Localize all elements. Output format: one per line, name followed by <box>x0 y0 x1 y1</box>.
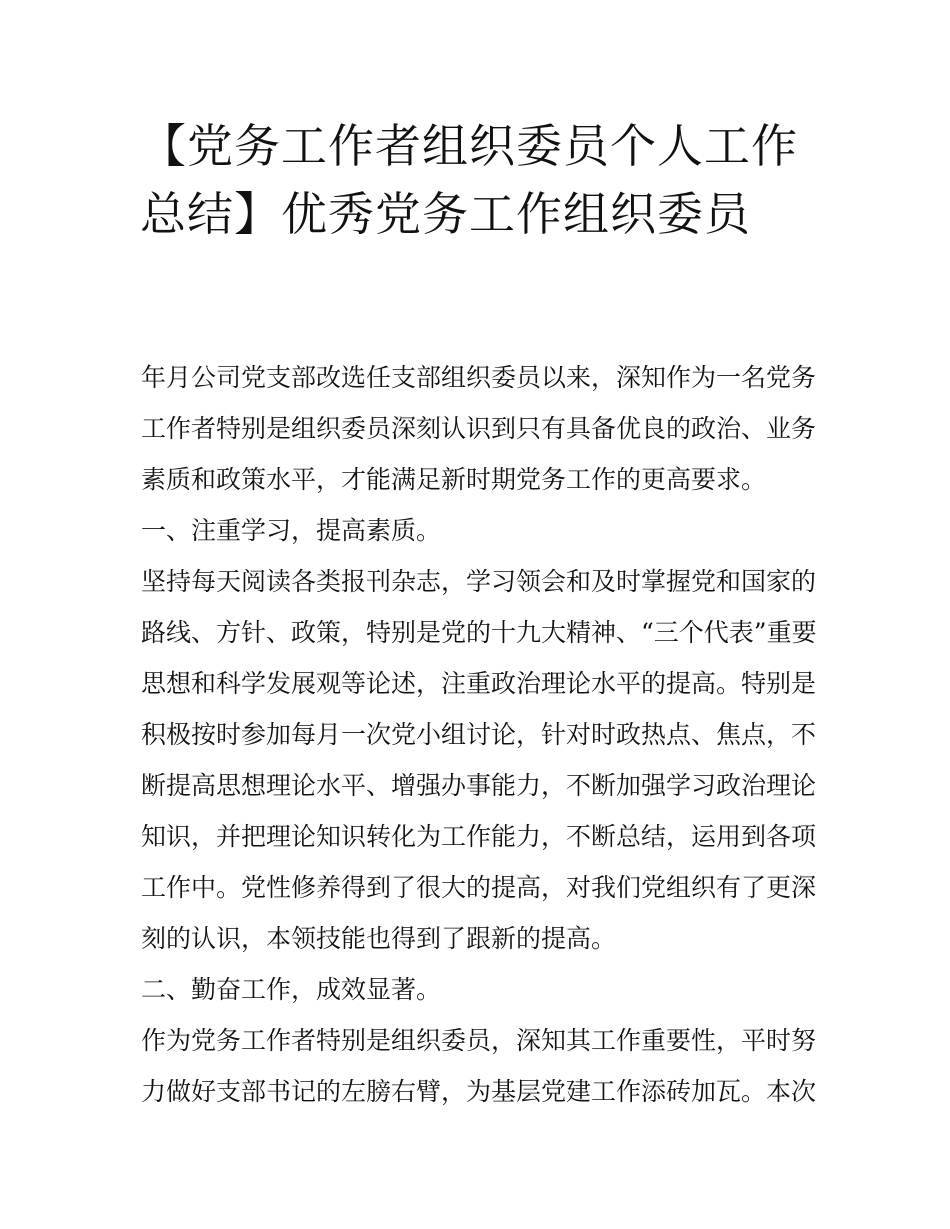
section-1-paragraph: 坚持每天阅读各类报刊杂志，学习领会和及时掌握党和国家的路线、方针、政策，特别是党的十九大精神、“三个代表”重要思想和科学发展观等论述，注重政治理论水平的提高。特别是积极按时参加每月一次党小组讨论，针对时政热点、焦点，不断提高思想理论水平、增强办事能力，不断加强学习政治理论知识，并把理论知识转化为工作能力，不断总结，运用到各项工作中。党性修养得到了很大的提高，对我们党组织有了更深刻的认识，本领技能也得到了跟新的提高。 <box>141 567 817 953</box>
intro-paragraph: 年月公司党支部改选任支部组织委员以来，深知作为一名党务工作者特别是组织委员深刻认识到只有具备优良的政治、业务素质和政策水平，才能满足新时期党务工作的更高要求。 <box>141 363 817 494</box>
document-body <box>141 352 817 1117</box>
section-heading-1: 一、注重学习，提高素质。 <box>141 516 442 545</box>
document-title: 【党务工作者组织委员个人工作总结】优秀党务工作组织委员 <box>140 119 798 241</box>
section-2-paragraph: 作为党务工作者特别是组织委员，深知其工作重要性，平时努力做好支部书记的左膀右臂，为基层党建工作添砖加瓦。本次 <box>141 1026 817 1106</box>
section-heading-2: 二、勤奋工作，成效显著。 <box>141 975 442 1004</box>
